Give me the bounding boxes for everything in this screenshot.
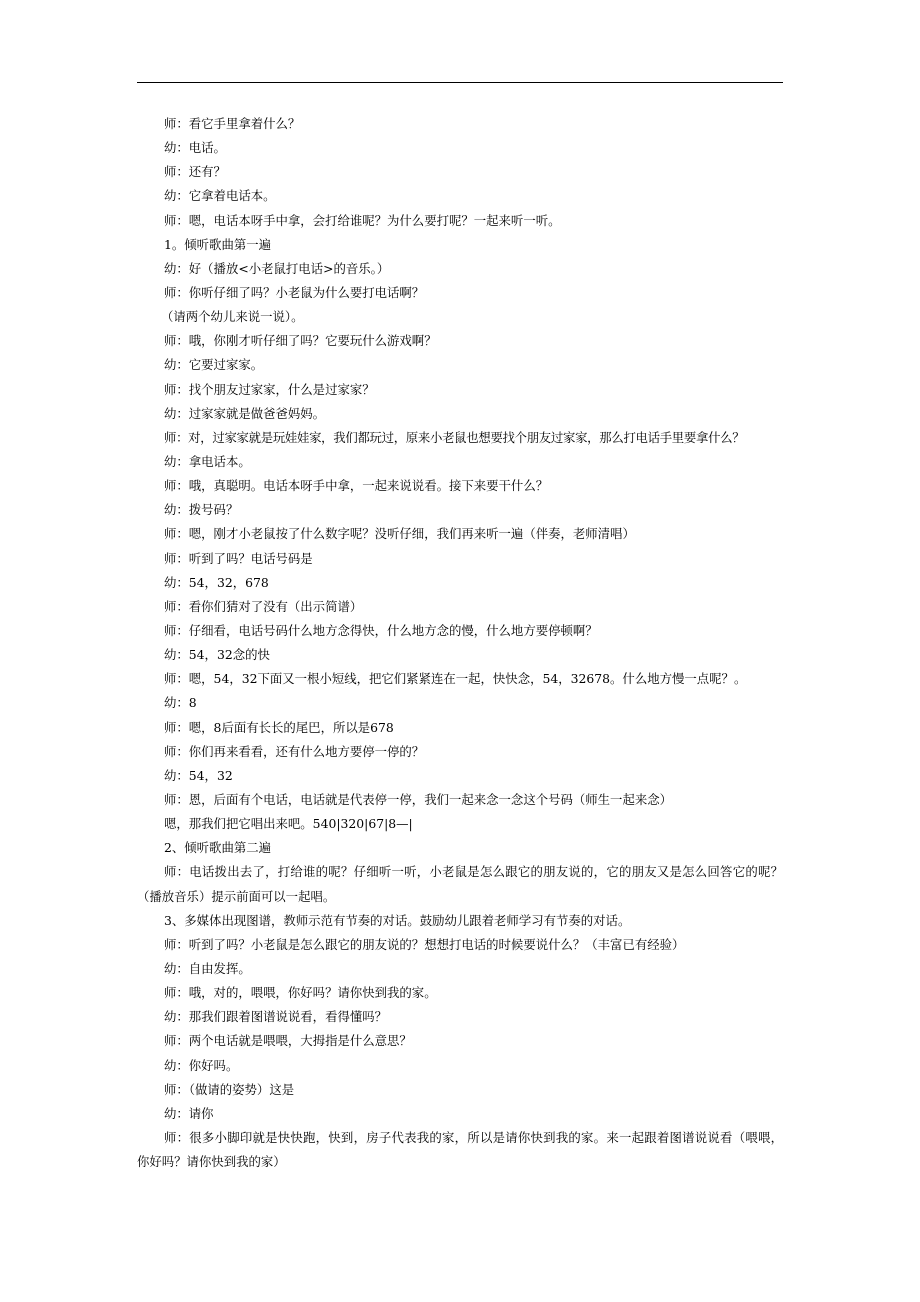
paragraph: 师：恩，后面有个电话，电话就是代表停一停，我们一起来念一念这个号码（师生一起来念） bbox=[164, 791, 673, 807]
paragraph: （请两个幼儿来说一说）。 bbox=[161, 309, 304, 325]
document-body bbox=[137, 112, 783, 1174]
paragraph: 师：仔细看，电话号码什么地方念得快，什么地方念的慢，什么地方要停顿啊？ bbox=[164, 622, 598, 638]
paragraph: 师：哦，真聪明。电话本呀手中拿，一起来说说看。接下来要干什么？ bbox=[164, 478, 549, 494]
paragraph: 师：找个朋友过家家，什么是过家家？ bbox=[164, 381, 375, 397]
paragraph: 师：嗯，电话本呀手中拿，会打给谁呢？为什么要打呢？一起来听一听。 bbox=[164, 212, 561, 228]
paragraph: 幼：54，32，678 bbox=[164, 574, 269, 590]
paragraph: 师：你们再来看看，还有什么地方要停一停的？ bbox=[164, 743, 425, 759]
paragraph: 幼：请你 bbox=[164, 1105, 214, 1121]
paragraph: 幼：它要过家家。 bbox=[164, 357, 264, 373]
paragraph: 幼：那我们跟着图谱说说看，看得懂吗？ bbox=[164, 1009, 388, 1025]
paragraph: 幼：你好吗。 bbox=[164, 1057, 239, 1073]
section-heading: 3、多媒体出现图谱，教师示范有节奏的对话。鼓励幼儿跟着老师学习有节奏的对话。 bbox=[164, 912, 631, 928]
paragraph: 师：对，过家家就是玩娃娃家，我们都玩过，原来小老鼠也想要找个朋友过家家，那么打电话手里要拿什么？ bbox=[164, 429, 745, 445]
paragraph: 师：听到了吗？小老鼠是怎么跟它的朋友说的？想想打电话的时候要说什么？（丰富已有经验） bbox=[164, 936, 685, 952]
paragraph: 师：两个电话就是喂喂，大拇指是什么意思？ bbox=[164, 1033, 412, 1049]
paragraph: 师：看它手里拿着什么？ bbox=[164, 116, 301, 131]
paragraph: 幼：电话。 bbox=[164, 140, 226, 156]
section-heading: 1。倾听歌曲第一遍 bbox=[164, 236, 272, 252]
paragraph: 师：听到了吗？电话号码是 bbox=[164, 550, 313, 566]
paragraph: 师：（做请的姿势）这是 bbox=[164, 1081, 295, 1097]
paragraph: 师：还有？ bbox=[164, 164, 226, 180]
paragraph: 师：嗯，8后面有长长的尾巴，所以是678 bbox=[164, 719, 394, 735]
paragraph: 师：很多小脚印就是快快跑，快到，房子代表我的家，所以是请你快到我的家。来一起跟着图谱说说看（喂喂，你好吗？请你快到我的家） bbox=[137, 1129, 783, 1170]
paragraph: 师：哦，对的，喂喂，你好吗？请你快到我的家。 bbox=[164, 985, 437, 1001]
paragraph: 幼：8 bbox=[164, 695, 197, 711]
paragraph: 师：嗯，刚才小老鼠按了什么数字呢？没听仔细，我们再来听一遍（伴奏，老师清唱） bbox=[164, 526, 635, 542]
paragraph: 幼：54，32 bbox=[164, 767, 233, 783]
paragraph: 幼：好（播放<小老鼠打电话>的音乐。） bbox=[164, 260, 390, 276]
paragraph: 师：嗯，54，32下面又一根小短线，把它们紧紧连在一起，快快念，54，32678。什么地方慢一点呢？。 bbox=[164, 671, 747, 687]
paragraph: 师：你听仔细了吗？小老鼠为什么要打电话啊？ bbox=[164, 284, 425, 300]
paragraph: 师：电话拨出去了，打给谁的呢？仔细听一听，小老鼠是怎么跟它的朋友说的，它的朋友又是怎么回答它的呢？（播放音乐）提示前面可以一起唱。 bbox=[137, 864, 783, 904]
paragraph: 幼：自由发挥。 bbox=[164, 960, 251, 976]
header-rule bbox=[137, 82, 783, 83]
paragraph: 师：哦，你刚才听仔细了吗？它要玩什么游戏啊？ bbox=[164, 333, 437, 349]
paragraph: 师：看你们猜对了没有（出示简谱） bbox=[164, 598, 363, 614]
section-heading: 2、倾听歌曲第二遍 bbox=[164, 840, 272, 856]
paragraph: 幼：拿电话本。 bbox=[164, 453, 251, 469]
paragraph: 嗯，那我们把它唱出来吧。540|320|67|8—| bbox=[164, 816, 413, 832]
paragraph: 幼：过家家就是做爸爸妈妈。 bbox=[164, 405, 326, 421]
paragraph: 幼：拨号码？ bbox=[164, 502, 239, 518]
paragraph: 幼：它拿着电话本。 bbox=[164, 188, 276, 204]
paragraph: 幼：54，32念的快 bbox=[164, 647, 270, 663]
